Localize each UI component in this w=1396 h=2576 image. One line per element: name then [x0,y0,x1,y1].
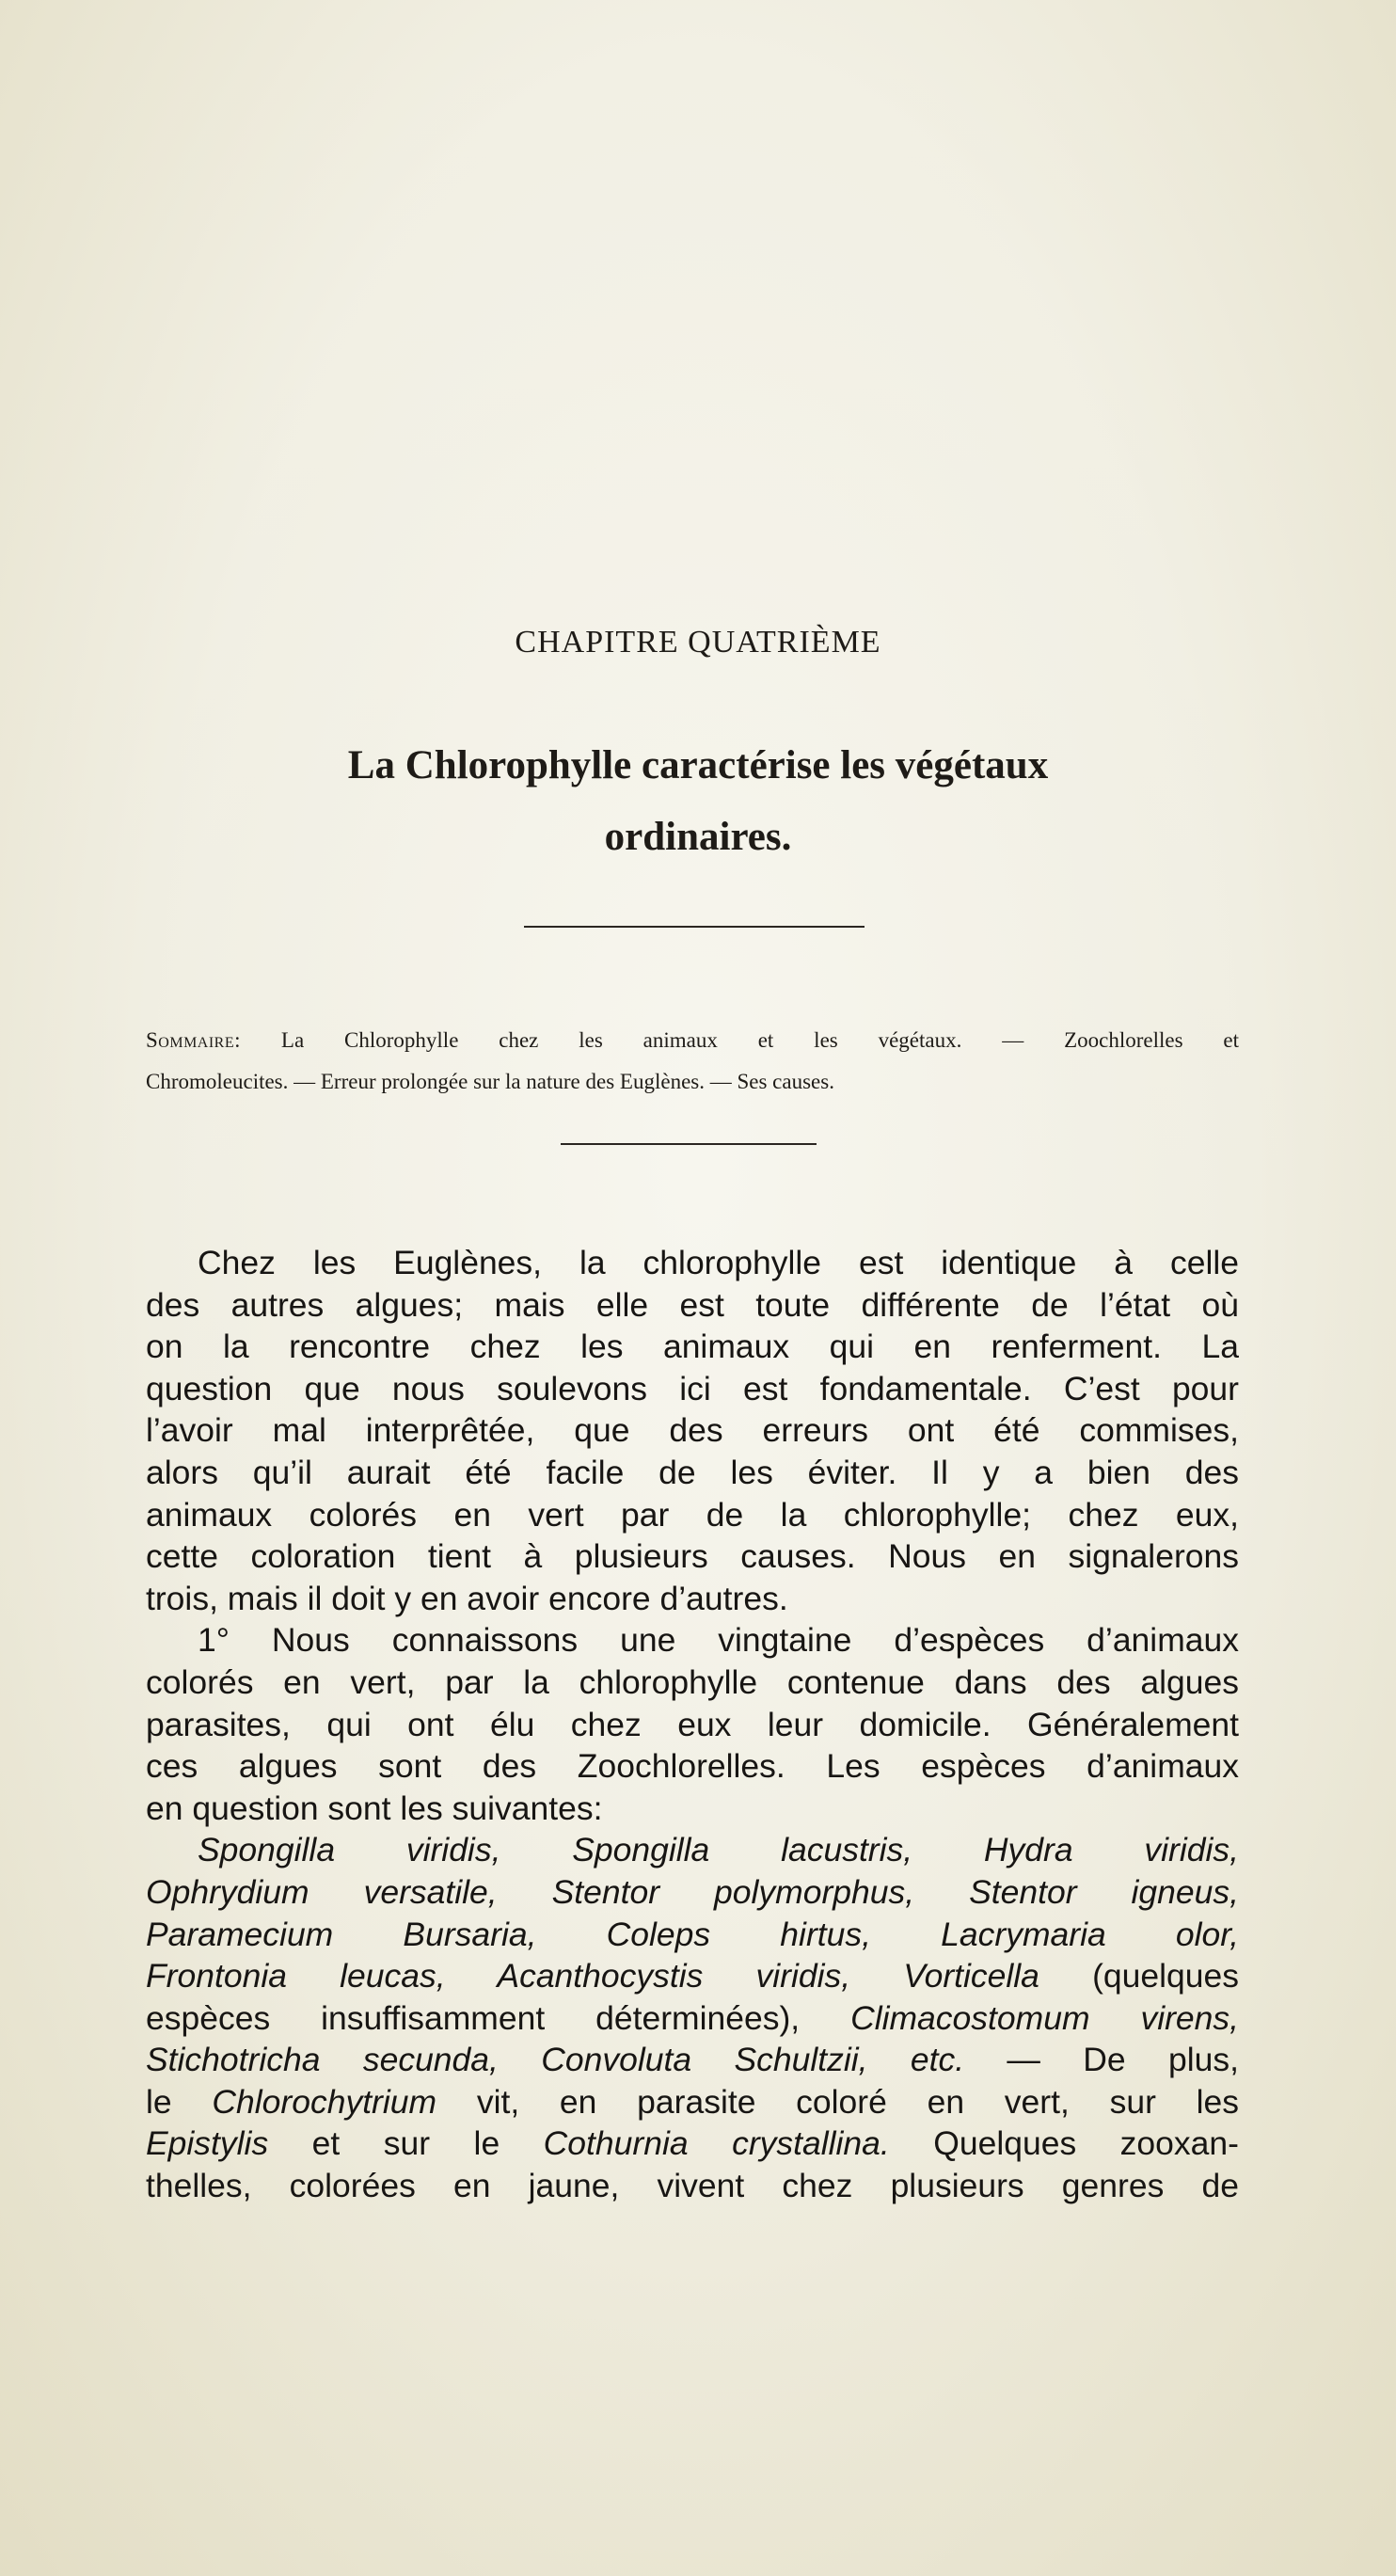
species-names: Frontonia leucas, Acanthocystis viridis, Vorticella [146,1957,1039,1996]
body-text [146,1242,1239,2207]
paragraph-1-line: des autres algues; mais elle est toute différente de l’état où [146,1285,1239,1324]
species-line [146,2039,1239,2081]
summary-label: Sommaire: [146,1028,242,1052]
paragraph-1-line: animaux colorés en vert par de la chlorophylle; chez eux, [146,1495,1239,1534]
species-names: Ophrydium versatile, Stentor polymorphus, Stentor igneus, [146,1872,1239,1911]
species-names: Spongilla viridis, Spongilla lacustris, Hydra viridis, [198,1831,1239,1869]
chapter-title [141,730,1255,873]
species-names: Stichotricha secunda, Convoluta Schultzii, etc. [146,2041,965,2079]
species-line: thelles, colorées en jaune, vivent chez plusieurs genres de [146,2167,1239,2205]
species-note: — De plus, [964,2041,1239,2079]
species-line [146,1997,1239,2040]
chapter-title-line-1: La Chlorophylle caractérise les végétaux [347,743,1049,787]
paragraph-1-line: Chez les Euglènes, la chlorophylle est identique à celle [198,1244,1239,1281]
species-line [146,1914,1239,1956]
summary-text-line-2: Chromoleucites. — Erreur prolongée sur la nature des Euglènes. — Ses causes. [146,1070,834,1093]
paragraph-1-line: alors qu’il aurait été facile de les éviter. Il y a bien des [146,1453,1239,1491]
paragraph-1-line: l’avoir mal interprêtée, que des erreurs ont été commises, [146,1411,1239,1450]
paragraph-2-line: 1° Nous connaissons une vingtaine d’espèces d’animaux [198,1621,1239,1660]
species-names: Climacostomum virens, [850,1998,1240,2037]
species-line [146,2081,1239,2123]
summary-text-line-1: La Chlorophylle chez les animaux et les végétaux. — Zoochlorelles et [280,1028,1240,1052]
text-run: le [146,2082,213,2121]
paragraph-1-line: question que nous soulevons ici est fondamentale. C’est pour [146,1369,1239,1407]
chapter-summary [146,1020,1239,1103]
species-line [146,2123,1239,2165]
paragraph-2-line: colorés en vert, par la chlorophylle contenue dans des algues [146,1662,1239,1701]
text-run: Quelques zooxan- [889,2124,1239,2163]
text-run: et sur le [268,2124,544,2163]
species-note: espèces insuffisamment déterminées), [146,1998,851,2037]
species-names: Epistylis [146,2124,269,2163]
paragraph-1-line: on la rencontre chez les animaux qui en renferment. La [146,1328,1239,1366]
divider-rule-bottom [561,1143,817,1145]
species-line [146,1955,1239,1997]
chapter-heading: CHAPITRE QUATRIÈME [515,625,881,660]
species-line [146,1829,1239,1871]
species-note: (quelques [1039,1957,1239,1996]
chapter-title-line-2: ordinaires. [604,815,792,859]
paragraph-2-line: parasites, qui ont élu chez eux leur domicile. Généralement [146,1705,1239,1743]
paragraph-1-line: cette coloration tient à plusieurs causes. Nous en signalerons [146,1537,1239,1576]
paragraph-2-line: ces algues sont des Zoochlorelles. Les espèces d’animaux [146,1747,1239,1786]
species-names: Chlorochytrium [212,2082,437,2121]
text-run: vit, en parasite coloré en vert, sur les [436,2082,1240,2121]
paragraph-2-line: en question sont les suivantes: [146,1789,603,1827]
species-line [146,1871,1239,1914]
divider-rule-top [524,926,865,928]
paragraph-1-line: trois, mais il doit y en avoir encore d’autres. [146,1579,788,1617]
species-names: Cothurnia crystallina. [543,2124,890,2163]
species-names: Paramecium Bursaria, Coleps hirtus, Lacrymaria olor, [146,1915,1239,1953]
